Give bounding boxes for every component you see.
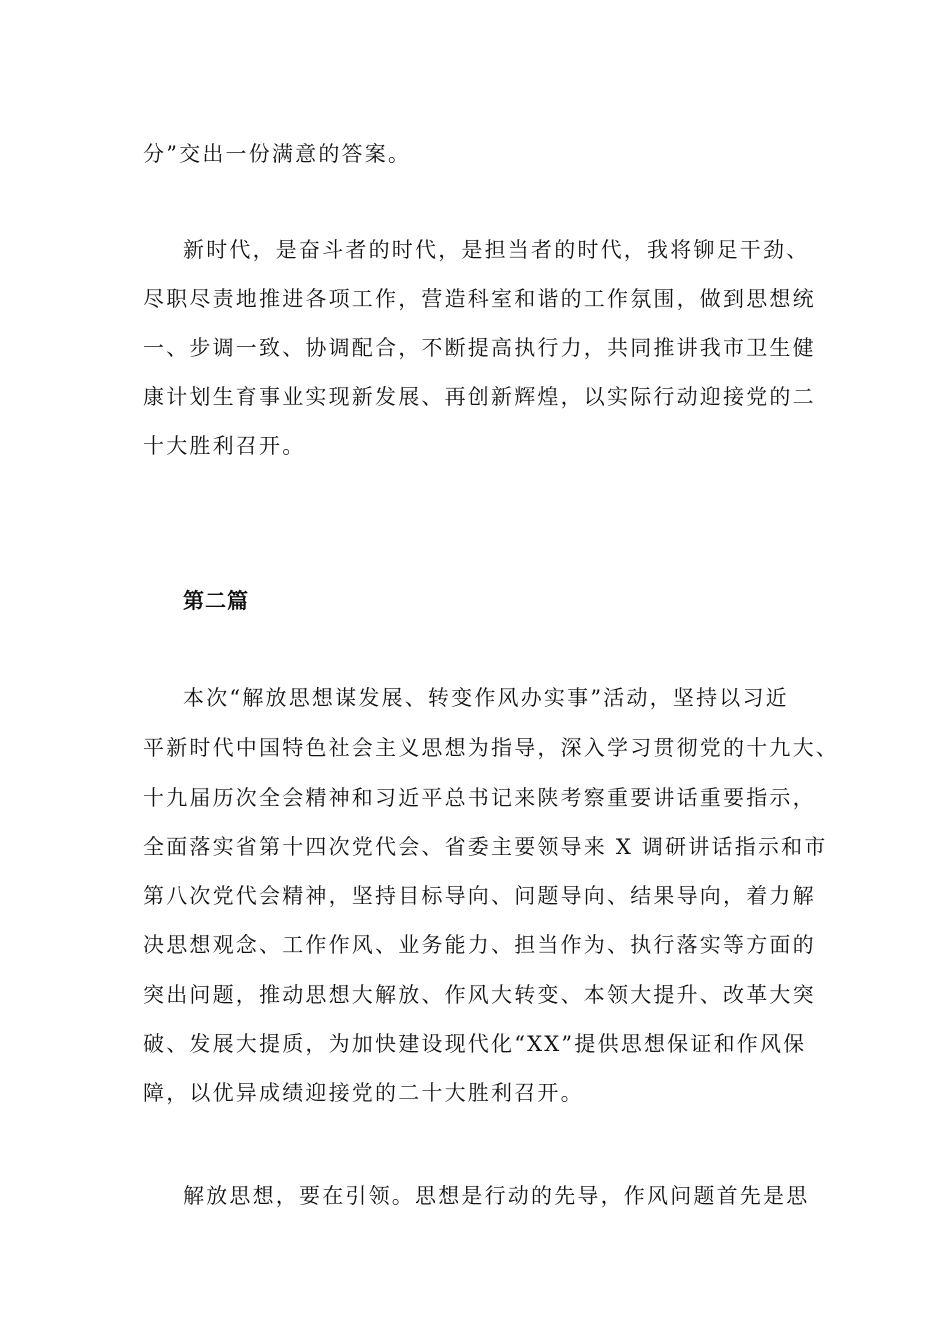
paragraph-line: 破、发展大提质，为加快建设现代化“XX”提供思想保证和作风保 (143, 1032, 807, 1056)
paragraph-line: 新时代，是奋斗者的时代，是担当者的时代，我将铆足干劲、 (183, 238, 810, 262)
section-heading: 第二篇 (183, 588, 249, 613)
paragraph-line: 十九届历次全会精神和习近平总书记来陕考察重要讲话重要指示， (143, 786, 816, 810)
paragraph-line: 平新时代中国特色社会主义思想为指导，深入学习贯彻党的十九大、 (143, 736, 839, 760)
paragraph-line: 障，以优异成绩迎接党的二十大胜利召开。 (143, 1081, 584, 1105)
paragraph-line: 十大胜利召开。 (143, 434, 306, 458)
paragraph-line: 康计划生育事业实现新发展、再创新辉煌，以实际行动迎接党的二 (143, 385, 816, 409)
paragraph-line: 分”交出一份满意的答案。 (143, 142, 412, 166)
paragraph-line: 尽职尽责地推进各项工作，营造科室和谐的工作氛围，做到思想统 (143, 287, 816, 311)
paragraph-line: 第八次党代会精神，坚持目标导向、问题导向、结果导向，着力解 (143, 884, 816, 908)
paragraph-line: 突出问题，推动思想大解放、作风大转变、本领大提升、改革大突 (143, 983, 816, 1007)
paragraph-line: 本次“解放思想谋发展、转变作风办实事”活动，坚持以习近 (183, 686, 789, 710)
paragraph-line: 解放思想，要在引领。思想是行动的先导，作风问题首先是思 (183, 1184, 810, 1208)
paragraph-line: 全面落实省第十四次党代会、省委主要领导来 X 调研讲话指示和市 (143, 835, 828, 859)
paragraph-line: 决思想观念、工作作风、业务能力、担当作为、执行落实等方面的 (143, 933, 816, 957)
paragraph-line: 一、步调一致、协调配合，不断提高执行力，共同推讲我市卫生健 (143, 336, 816, 360)
